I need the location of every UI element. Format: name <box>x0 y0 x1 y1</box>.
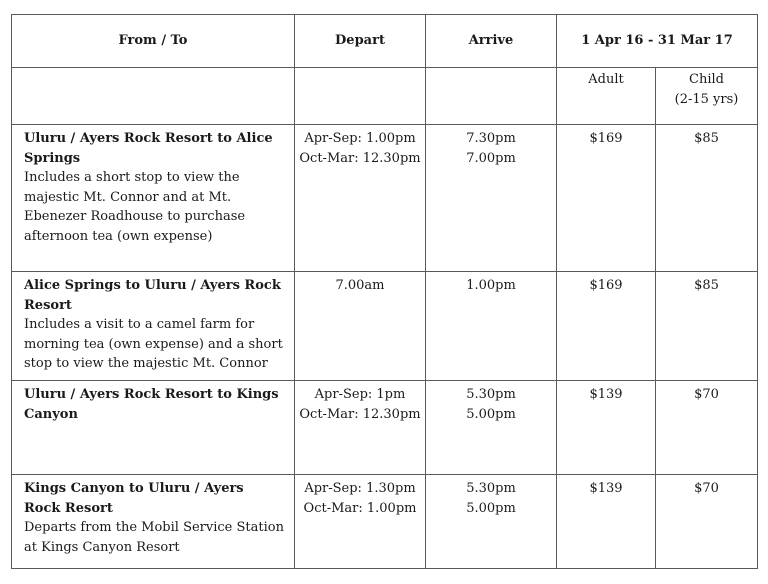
route-cell <box>12 125 295 272</box>
route-cell <box>12 272 295 381</box>
table-row <box>12 381 758 475</box>
adult-price: $139 <box>557 475 656 569</box>
route-cell <box>12 381 295 475</box>
header-from-to: From / To <box>12 15 295 68</box>
route-cell <box>12 475 295 569</box>
arrive-cell <box>426 381 557 475</box>
subheader-empty-from <box>12 68 295 125</box>
timetable <box>11 14 758 569</box>
arrive-cell <box>426 272 557 381</box>
depart-cell <box>295 125 426 272</box>
header-depart: Depart <box>295 15 426 68</box>
table-row <box>12 125 758 272</box>
child-price: $70 <box>656 381 758 475</box>
header-child-label: Child <box>689 72 724 87</box>
route-description: Includes a visit to a camel farm for morning tea (own expense) and a short stop to view the majestic Mt. Connor <box>24 317 283 371</box>
depart-time: Apr-Sep: 1.30pm <box>304 481 416 496</box>
arrive-time: 1.00pm <box>466 278 516 293</box>
arrive-time: 7.30pm <box>466 131 516 146</box>
arrive-time: 5.30pm <box>466 387 516 402</box>
depart-cell <box>295 272 426 381</box>
subheader-row <box>12 68 758 125</box>
depart-time: Apr-Sep: 1pm <box>314 387 406 402</box>
arrive-time: 5.00pm <box>466 500 516 516</box>
child-price: $85 <box>656 125 758 272</box>
header-arrive: Arrive <box>426 15 557 68</box>
header-season: 1 Apr 16 - 31 Mar 17 <box>557 15 758 68</box>
route-description: Includes a short stop to view the majestic Mt. Connor and at Mt. Ebenezer Roadhouse to purchase afternoon tea (own expense) <box>24 170 246 244</box>
depart-time: Oct-Mar: 12.30pm <box>299 406 421 422</box>
route-name: Alice Springs to Uluru / Ayers Rock Resort <box>24 278 281 313</box>
depart-cell <box>295 381 426 475</box>
adult-price: $139 <box>557 381 656 475</box>
arrive-time: 5.30pm <box>466 481 516 496</box>
arrive-cell <box>426 475 557 569</box>
header-row <box>12 15 758 68</box>
route-name: Uluru / Ayers Rock Resort to Kings Canyon <box>24 387 279 422</box>
arrive-cell <box>426 125 557 272</box>
route-name: Kings Canyon to Uluru / Ayers Rock Resort <box>24 481 244 516</box>
child-price: $70 <box>656 475 758 569</box>
depart-cell <box>295 475 426 569</box>
header-adult-label: Adult <box>588 72 624 87</box>
depart-time: Apr-Sep: 1.00pm <box>304 131 416 146</box>
subheader-empty-arrive <box>426 68 557 125</box>
route-name: Uluru / Ayers Rock Resort to Alice Springs <box>24 131 273 166</box>
table-row <box>12 272 758 381</box>
adult-price: $169 <box>557 272 656 381</box>
arrive-time: 5.00pm <box>466 406 516 422</box>
depart-time: Oct-Mar: 1.00pm <box>303 500 417 516</box>
header-child <box>656 68 758 125</box>
subheader-empty-depart <box>295 68 426 125</box>
route-description: Departs from the Mobil Service Station at Kings Canyon Resort <box>24 520 284 555</box>
depart-time: 7.00am <box>335 278 385 293</box>
header-child-age: (2-15 yrs) <box>674 91 739 107</box>
header-adult <box>557 68 656 125</box>
depart-time: Oct-Mar: 12.30pm <box>299 150 421 166</box>
adult-price: $169 <box>557 125 656 272</box>
arrive-time: 7.00pm <box>466 150 516 166</box>
table-row <box>12 475 758 569</box>
child-price: $85 <box>656 272 758 381</box>
